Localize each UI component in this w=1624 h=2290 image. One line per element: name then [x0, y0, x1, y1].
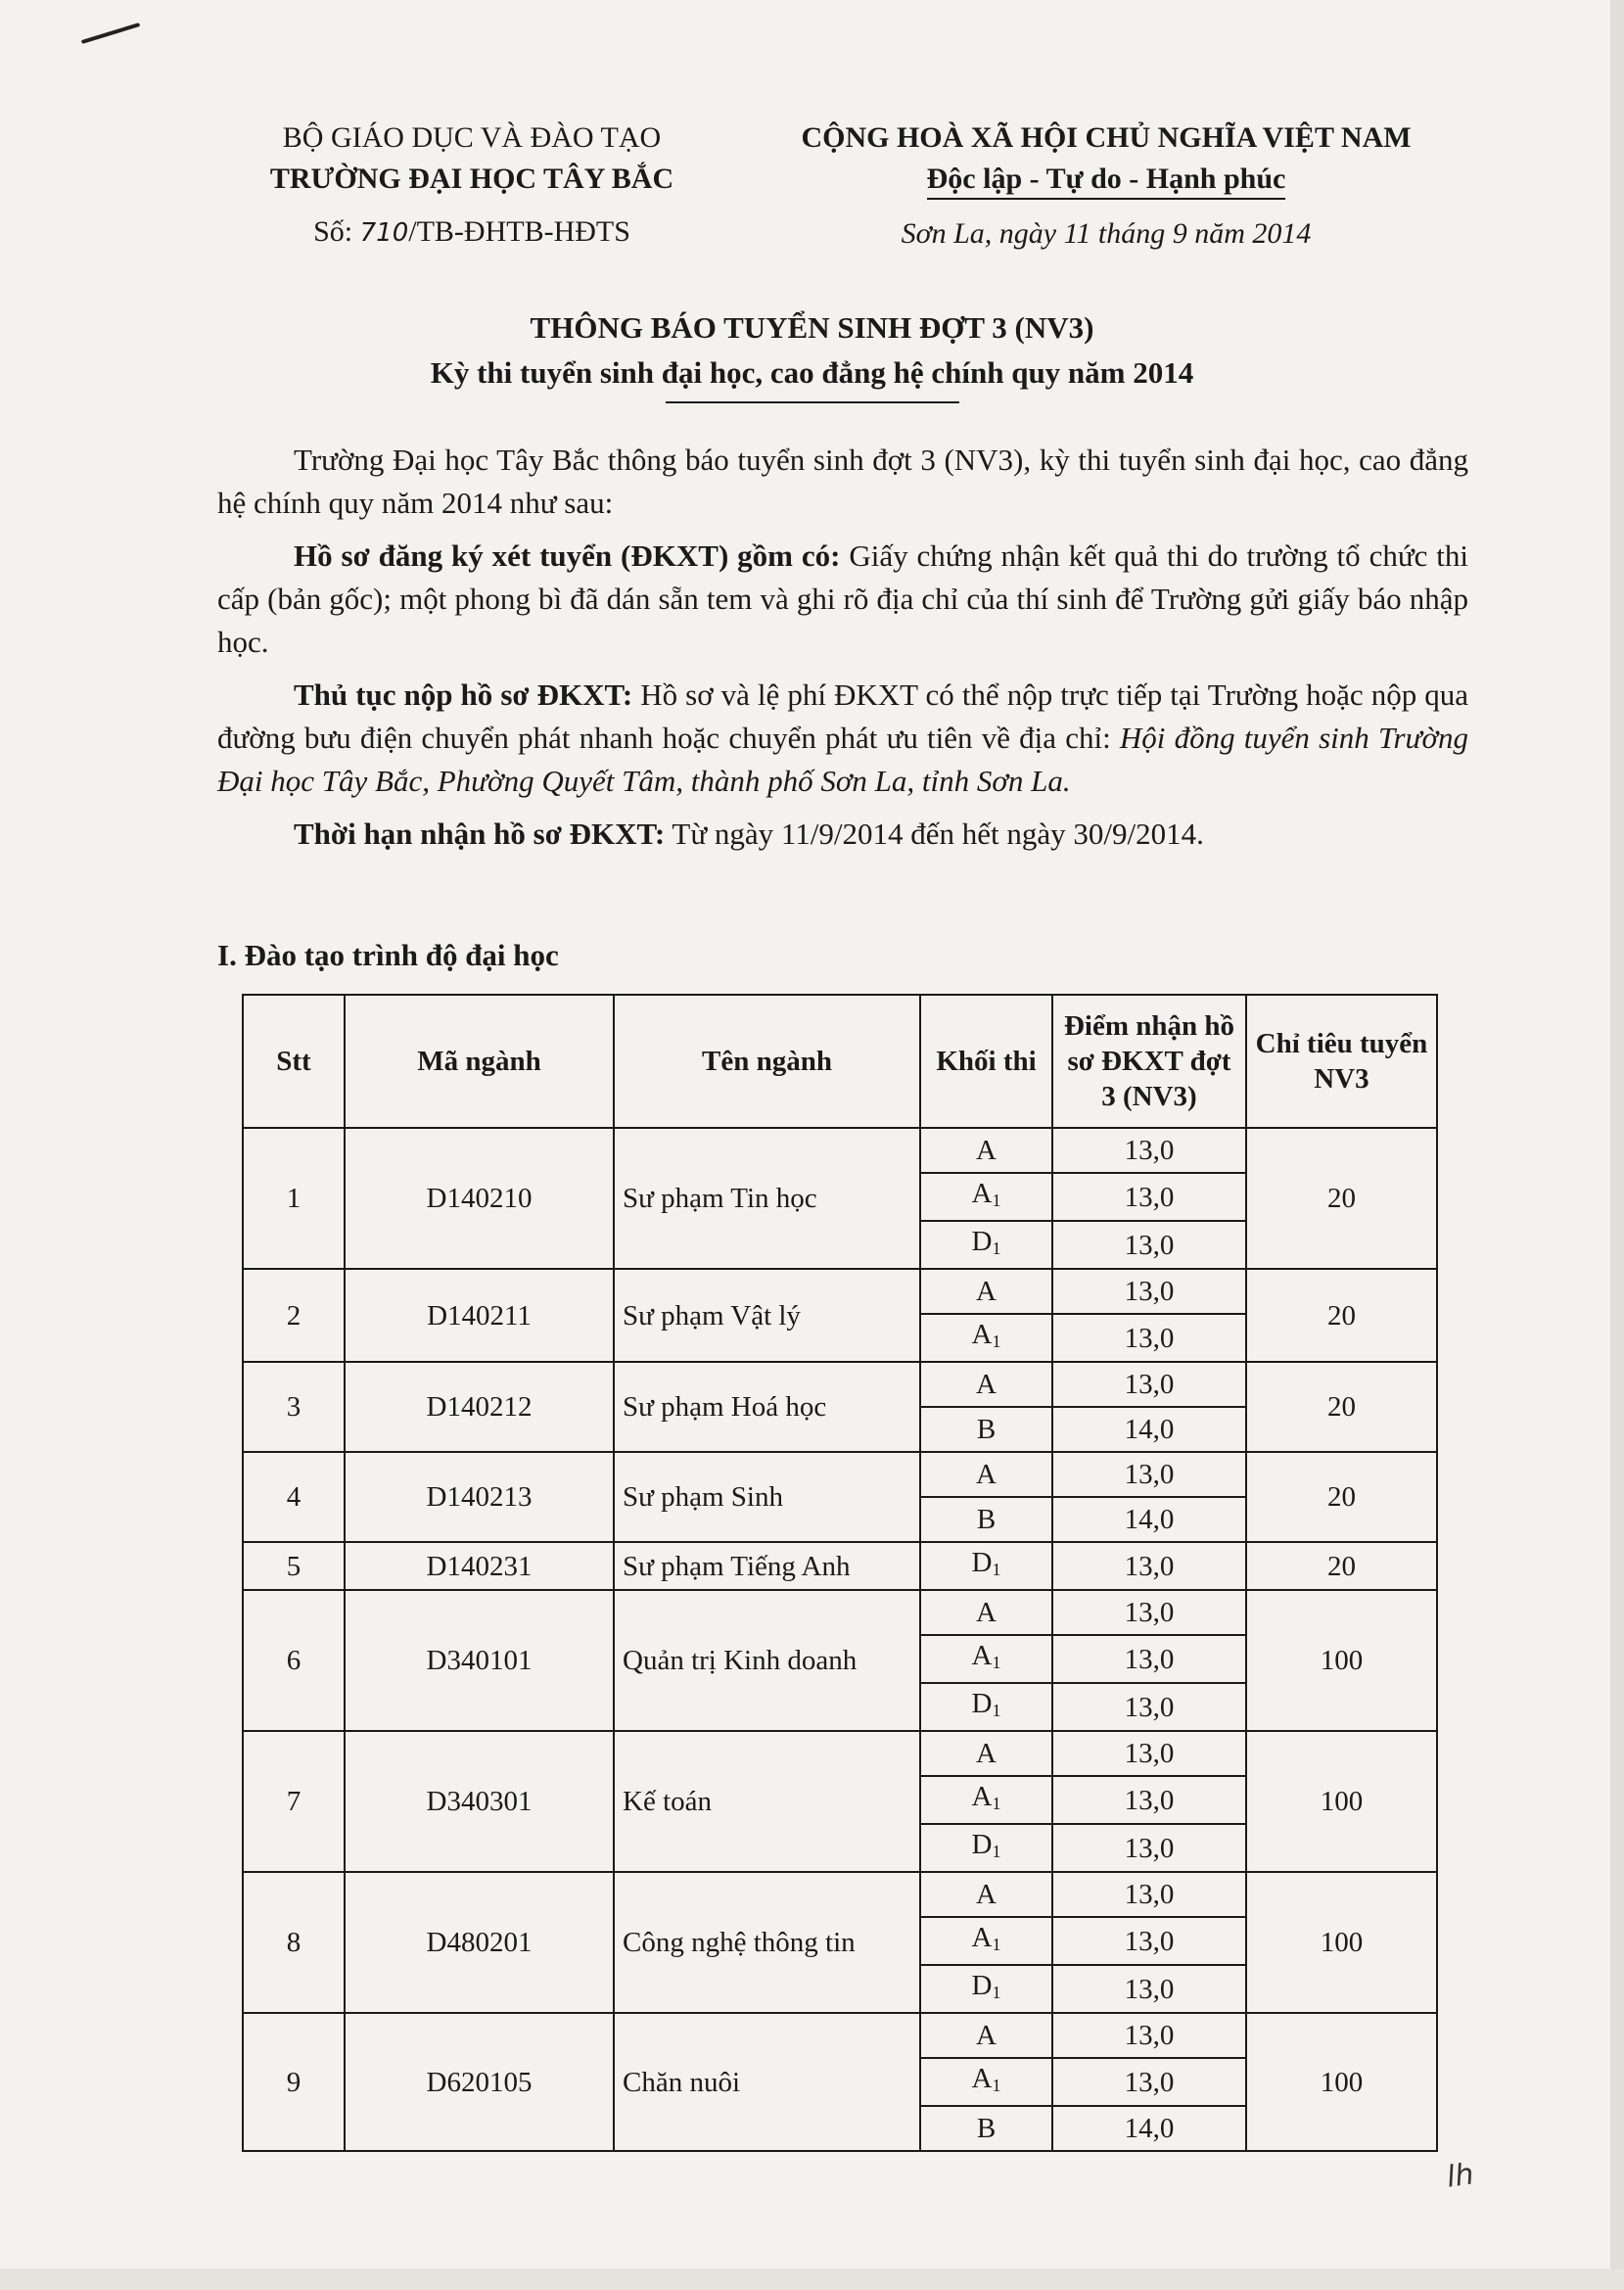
cell-block [920, 1221, 1052, 1269]
block-letter: A [971, 1178, 993, 1209]
cell-block [920, 1731, 1052, 1776]
block-subscript: 1 [992, 1701, 1001, 1720]
dossier-paragraph [217, 535, 1468, 664]
procedure-paragraph [217, 674, 1468, 803]
cell-score: 13,0 [1052, 1776, 1246, 1824]
block-letter: A [976, 1135, 997, 1166]
block-subscript: 1 [992, 1653, 1001, 1672]
table-row [243, 2013, 1437, 2058]
cell-stt: 3 [243, 1362, 345, 1452]
national-motto: Độc lập - Tự do - Hạnh phúc [927, 161, 1286, 200]
cell-stt: 9 [243, 2013, 345, 2151]
block-letter: A [971, 2063, 993, 2094]
cell-block [920, 1314, 1052, 1362]
cell-quota: 20 [1246, 1452, 1437, 1542]
cell-block [920, 1635, 1052, 1683]
block-letter: D [971, 1688, 993, 1719]
intro-paragraph: Trường Đại học Tây Bắc thông báo tuyển sinh đợt 3 (NV3), kỳ thi tuyển sinh đại học, cao đẳng hệ chính quy năm 2014 như sau: [217, 443, 1468, 520]
national-header [764, 117, 1449, 255]
cell-code: D140231 [345, 1542, 614, 1590]
cell-stt: 5 [243, 1542, 345, 1590]
cell-block [920, 1497, 1052, 1542]
issuer-block [256, 117, 687, 254]
table-row [243, 1128, 1437, 1173]
block-letter: D [971, 1829, 993, 1860]
cell-code: D140213 [345, 1452, 614, 1542]
cell-block [920, 1590, 1052, 1635]
block-letter: B [976, 1414, 997, 1445]
cell-score: 13,0 [1052, 1635, 1246, 1683]
table-row [243, 1872, 1437, 1917]
cell-block [920, 2106, 1052, 2151]
cell-quota: 100 [1246, 1872, 1437, 2013]
cell-block [920, 1824, 1052, 1872]
deadline-paragraph [217, 813, 1468, 856]
deadline-label: Thời hạn nhận hồ sơ ĐKXT: [294, 817, 666, 851]
table-body [243, 1128, 1437, 2151]
cell-name: Công nghệ thông tin [614, 1872, 920, 2013]
cell-stt: 8 [243, 1872, 345, 2013]
doc-number-suffix: /TB-ĐHTB-HĐTS [408, 215, 630, 248]
cell-stt: 7 [243, 1731, 345, 1872]
block-subscript: 1 [992, 1191, 1001, 1210]
cell-code: D140212 [345, 1362, 614, 1452]
cell-score: 13,0 [1052, 1917, 1246, 1965]
cell-block [920, 1965, 1052, 2013]
header-name: Tên ngành [614, 995, 920, 1128]
cell-score: 13,0 [1052, 1452, 1246, 1497]
block-letter: B [976, 2113, 997, 2144]
section-heading: I. Đào tạo trình độ đại học [217, 938, 559, 972]
cell-score: 14,0 [1052, 1497, 1246, 1542]
cell-block [920, 1173, 1052, 1221]
cell-score: 13,0 [1052, 1965, 1246, 2013]
cell-quota: 20 [1246, 1542, 1437, 1590]
handwritten-initials: lh [1444, 2157, 1476, 2195]
dossier-text: Giấy chứng nhận kết quả thi do trường tổ chức thi cấp (bản gốc); một phong bì đã dán sẵn tem và ghi rõ địa chỉ của thí sinh để Trường gửi giấy báo nhập học. [217, 538, 1469, 659]
pen-mark [81, 23, 140, 44]
cell-name: Chăn nuôi [614, 2013, 920, 2151]
cell-name: Kế toán [614, 1731, 920, 1872]
block-subscript: 1 [992, 1983, 1001, 2002]
block-subscript: 1 [992, 1794, 1001, 1813]
notice-body [217, 439, 1468, 865]
cell-score: 13,0 [1052, 1221, 1246, 1269]
cell-code: D480201 [345, 1872, 614, 2013]
cell-score: 13,0 [1052, 1824, 1246, 1872]
cell-block [920, 1407, 1052, 1452]
cell-block [920, 1872, 1052, 1917]
cell-code: D340301 [345, 1731, 614, 1872]
cell-block [920, 1362, 1052, 1407]
block-letter: D [971, 1547, 993, 1578]
cell-name: Sư phạm Hoá học [614, 1362, 920, 1452]
table-header-row [243, 995, 1437, 1128]
block-subscript: 1 [992, 1332, 1001, 1351]
block-letter: D [971, 1226, 993, 1257]
cell-quota: 20 [1246, 1362, 1437, 1452]
document-number [256, 211, 687, 254]
block-subscript: 1 [992, 1238, 1001, 1258]
cell-code: D340101 [345, 1590, 614, 1731]
cell-block [920, 1683, 1052, 1731]
block-letter: A [976, 1879, 997, 1910]
deadline-text: Từ ngày 11/9/2014 đến hết ngày 30/9/2014. [665, 817, 1204, 851]
cell-score: 13,0 [1052, 1362, 1246, 1407]
cell-name: Quản trị Kinh doanh [614, 1590, 920, 1731]
cell-stt: 2 [243, 1269, 345, 1362]
table-row [243, 1542, 1437, 1590]
country-name: CỘNG HOÀ XÃ HỘI CHỦ NGHĨA VIỆT NAM [801, 121, 1412, 154]
block-subscript: 1 [992, 2076, 1001, 2095]
cell-score: 13,0 [1052, 1128, 1246, 1173]
cell-score: 13,0 [1052, 1173, 1246, 1221]
cell-block [920, 1542, 1052, 1590]
cell-quota: 100 [1246, 1590, 1437, 1731]
scan-edge-bottom [0, 2268, 1624, 2290]
title-underline [666, 401, 959, 403]
header-quota: Chỉ tiêu tuyển NV3 [1246, 995, 1437, 1128]
cell-score: 13,0 [1052, 1542, 1246, 1590]
block-letter: A [971, 1640, 993, 1671]
cell-quota: 20 [1246, 1128, 1437, 1269]
place-date: Sơn La, ngày 11 tháng 9 năm 2014 [901, 217, 1312, 250]
title-line-2: Kỳ thi tuyển sinh đại học, cao đẳng hệ chính quy năm 2014 [430, 355, 1194, 390]
cell-block [920, 1269, 1052, 1314]
cell-score: 13,0 [1052, 2013, 1246, 2058]
cell-code: D620105 [345, 2013, 614, 2151]
header-code: Mã ngành [345, 995, 614, 1128]
table-row [243, 1362, 1437, 1407]
block-letter: A [971, 1319, 993, 1350]
cell-block [920, 1452, 1052, 1497]
header-stt: Stt [243, 995, 345, 1128]
table-row [243, 1731, 1437, 1776]
block-letter: D [971, 1970, 993, 2001]
block-letter: A [976, 2020, 997, 2051]
header-score: Điểm nhận hồ sơ ĐKXT đợt 3 (NV3) [1052, 995, 1246, 1128]
block-letter: A [971, 1781, 993, 1812]
block-letter: A [976, 1276, 997, 1307]
cell-block [920, 2013, 1052, 2058]
title-line-1: THÔNG BÁO TUYỂN SINH ĐỢT 3 (NV3) [530, 310, 1094, 345]
block-letter: A [976, 1597, 997, 1628]
table-row [243, 1452, 1437, 1497]
cell-score: 14,0 [1052, 1407, 1246, 1452]
cell-code: D140210 [345, 1128, 614, 1269]
block-letter: B [976, 1504, 997, 1535]
block-letter: A [971, 1922, 993, 1953]
cell-block [920, 1776, 1052, 1824]
cell-score: 13,0 [1052, 2058, 1246, 2106]
university-name: TRƯỜNG ĐẠI HỌC TÂY BẮC [269, 163, 674, 195]
procedure-text: Hồ sơ và lệ phí ĐKXT có thể nộp trực tiếp tại Trường hoặc nộp qua đường bưu điện chuyển phát nhanh hoặc chuyển phát ưu tiên về địa chỉ: [217, 678, 1468, 755]
cell-block [920, 1917, 1052, 1965]
cell-quota: 100 [1246, 1731, 1437, 1872]
cell-block [920, 1128, 1052, 1173]
cell-score: 13,0 [1052, 1269, 1246, 1314]
table-row [243, 1269, 1437, 1314]
cell-score: 13,0 [1052, 1683, 1246, 1731]
block-subscript: 1 [992, 1560, 1001, 1579]
cell-score: 13,0 [1052, 1314, 1246, 1362]
cell-name: Sư phạm Tiếng Anh [614, 1542, 920, 1590]
cell-quota: 100 [1246, 2013, 1437, 2151]
cell-block [920, 2058, 1052, 2106]
cell-stt: 6 [243, 1590, 345, 1731]
cell-score: 13,0 [1052, 1731, 1246, 1776]
block-letter: A [976, 1459, 997, 1490]
block-letter: A [976, 1369, 997, 1400]
block-subscript: 1 [992, 1842, 1001, 1861]
cell-name: Sư phạm Vật lý [614, 1269, 920, 1362]
cell-code: D140211 [345, 1269, 614, 1362]
cell-score: 14,0 [1052, 2106, 1246, 2151]
doc-number-prefix: Số: [313, 215, 353, 248]
block-letter: A [976, 1738, 997, 1769]
block-subscript: 1 [992, 1935, 1001, 1954]
cell-score: 13,0 [1052, 1590, 1246, 1635]
document-title [0, 305, 1624, 403]
cell-score: 13,0 [1052, 1872, 1246, 1917]
cell-quota: 20 [1246, 1269, 1437, 1362]
cell-stt: 1 [243, 1128, 345, 1269]
ministry-name: BỘ GIÁO DỤC VÀ ĐÀO TẠO [282, 121, 662, 154]
procedure-label: Thủ tục nộp hồ sơ ĐKXT: [294, 678, 633, 712]
table-row [243, 1590, 1437, 1635]
cell-name: Sư phạm Tin học [614, 1128, 920, 1269]
doc-number-handwritten: 710 [359, 218, 409, 248]
admissions-table [242, 994, 1438, 2152]
cell-name: Sư phạm Sinh [614, 1452, 920, 1542]
cell-stt: 4 [243, 1452, 345, 1542]
header-block: Khối thi [920, 995, 1052, 1128]
procedure-address: Hội đồng tuyển sinh Trường Đại học Tây Bắc, Phường Quyết Tâm, thành phố Sơn La, tỉnh Sơn La. [217, 721, 1468, 798]
dossier-label: Hồ sơ đăng ký xét tuyển (ĐKXT) gồm có: [294, 538, 841, 573]
